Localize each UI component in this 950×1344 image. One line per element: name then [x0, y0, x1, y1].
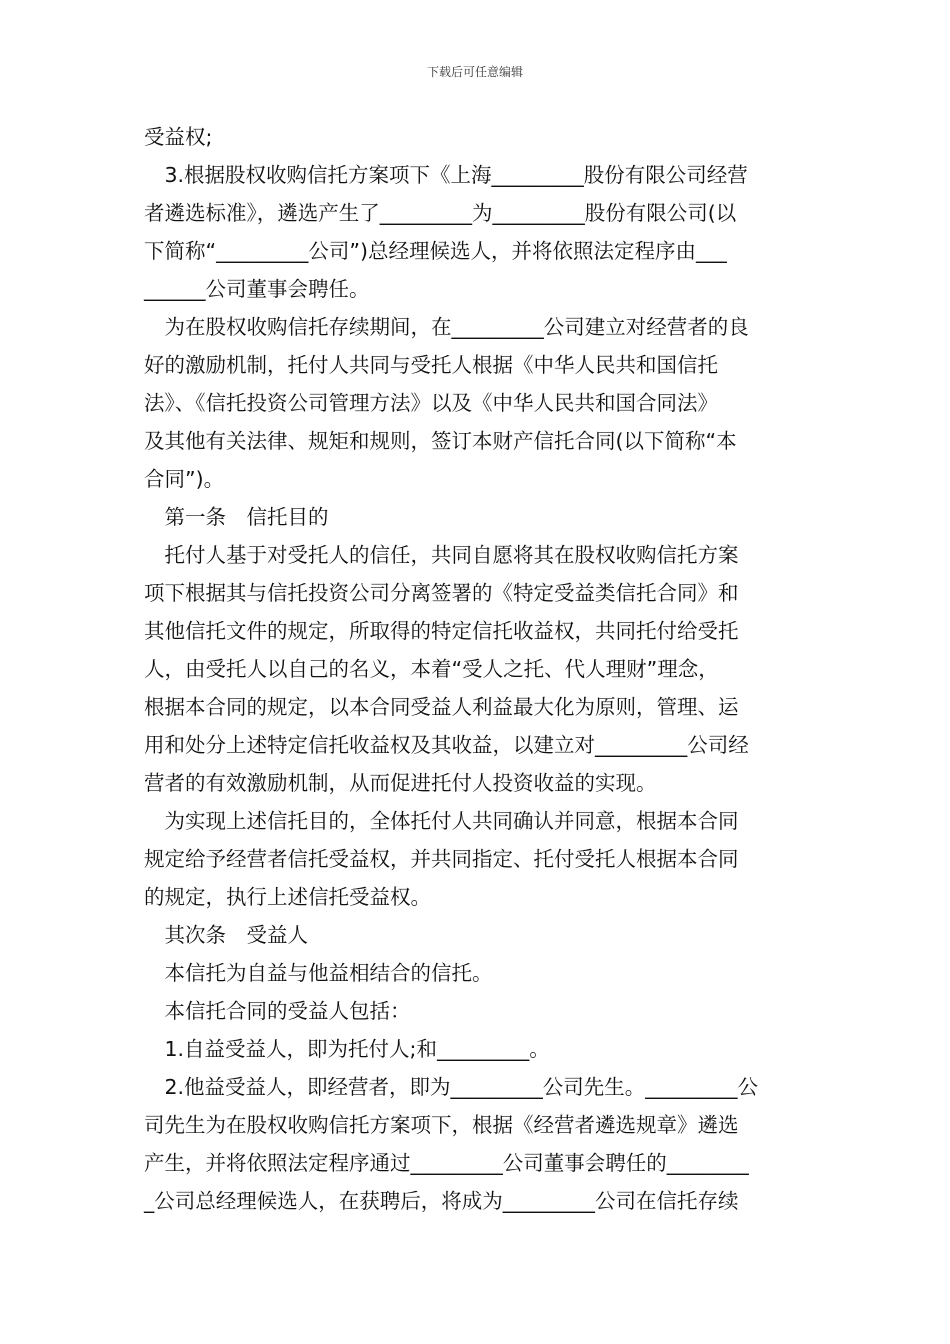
- text-line: 营者的有效激励机制，从而促进托付人投资收益的实现。: [144, 771, 657, 795]
- text-line: 的规定，执行上述信托受益权。: [144, 885, 431, 909]
- text-line: 2.他益受益人，即经营者，即为_________公司先生。_________公: [144, 1075, 759, 1099]
- text-line: 其他信托文件的规定，所取得的特定信托收益权，共同托付给受托: [144, 619, 739, 643]
- text-line: 为实现上述信托目的，全体托付人共同确认并同意，根据本合同: [144, 809, 739, 833]
- text-line: 本信托合同的受益人包括：: [144, 999, 411, 1023]
- text-line: 司先生为在股权收购信托方案项下，根据《经营者遴选规章》遴选: [144, 1113, 739, 1137]
- document-body: [144, 118, 808, 1220]
- text-line: 规定给予经营者信托受益权，并共同指定、托付受托人根据本合同: [144, 847, 739, 871]
- text-line: 3.根据股权收购信托方案项下《上海_________股份有限公司经营: [144, 163, 748, 187]
- text-line: 本信托为自益与他益相结合的信托。: [144, 961, 493, 985]
- text-line: 1.自益受益人，即为托付人;和_________。: [144, 1037, 550, 1061]
- text-line: 合同”)。: [144, 467, 225, 491]
- text-line: 人，由受托人以自己的名义，本着“受人之托、代人理财”理念，: [144, 657, 719, 681]
- section-heading-1: 第一条 信托目的: [144, 505, 329, 529]
- text-line: 及其他有关法律、规矩和规则，签订本财产信托合同(以下简称“本: [144, 429, 737, 453]
- text-line: 项下根据其与信托投资公司分离签署的《特定受益类信托合同》和: [144, 581, 739, 605]
- text-line: 用和处分上述特定信托收益权及其收益，以建立对_________公司经: [144, 733, 749, 757]
- text-line: 下简称“_________公司”)总经理候选人，并将依照法定程序由___: [144, 239, 727, 263]
- text-line: 者遴选标准》，遴选产生了_________为_________股份有限公司(以: [144, 201, 737, 225]
- text-line: 托付人基于对受托人的信任，共同自愿将其在股权收购信托方案: [144, 543, 739, 567]
- text-line: 好的激励机制，托付人共同与受托人根据《中华人民共和国信托: [144, 353, 718, 377]
- text-line: 受益权;: [144, 125, 213, 149]
- text-line: 产生，并将依照法定程序通过_________公司董事会聘任的________: [144, 1151, 749, 1175]
- page-header-note: 下载后可任意编辑: [426, 65, 523, 79]
- text-line: ______公司董事会聘任。: [144, 277, 370, 301]
- text-line: 为在股权收购信托存续期间，在_________公司建立对经营者的良: [144, 315, 749, 339]
- text-line: 根据本合同的规定，以本合同受益人利益最大化为原则，管理、运: [144, 695, 739, 719]
- text-line: 法》、《信托投资公司管理方法》以及《中华人民共和国合同法》: [144, 391, 718, 415]
- text-line: _公司总经理候选人，在获聘后，将成为_________公司在信托存续: [144, 1189, 739, 1213]
- section-heading-2: 其次条 受益人: [144, 923, 308, 947]
